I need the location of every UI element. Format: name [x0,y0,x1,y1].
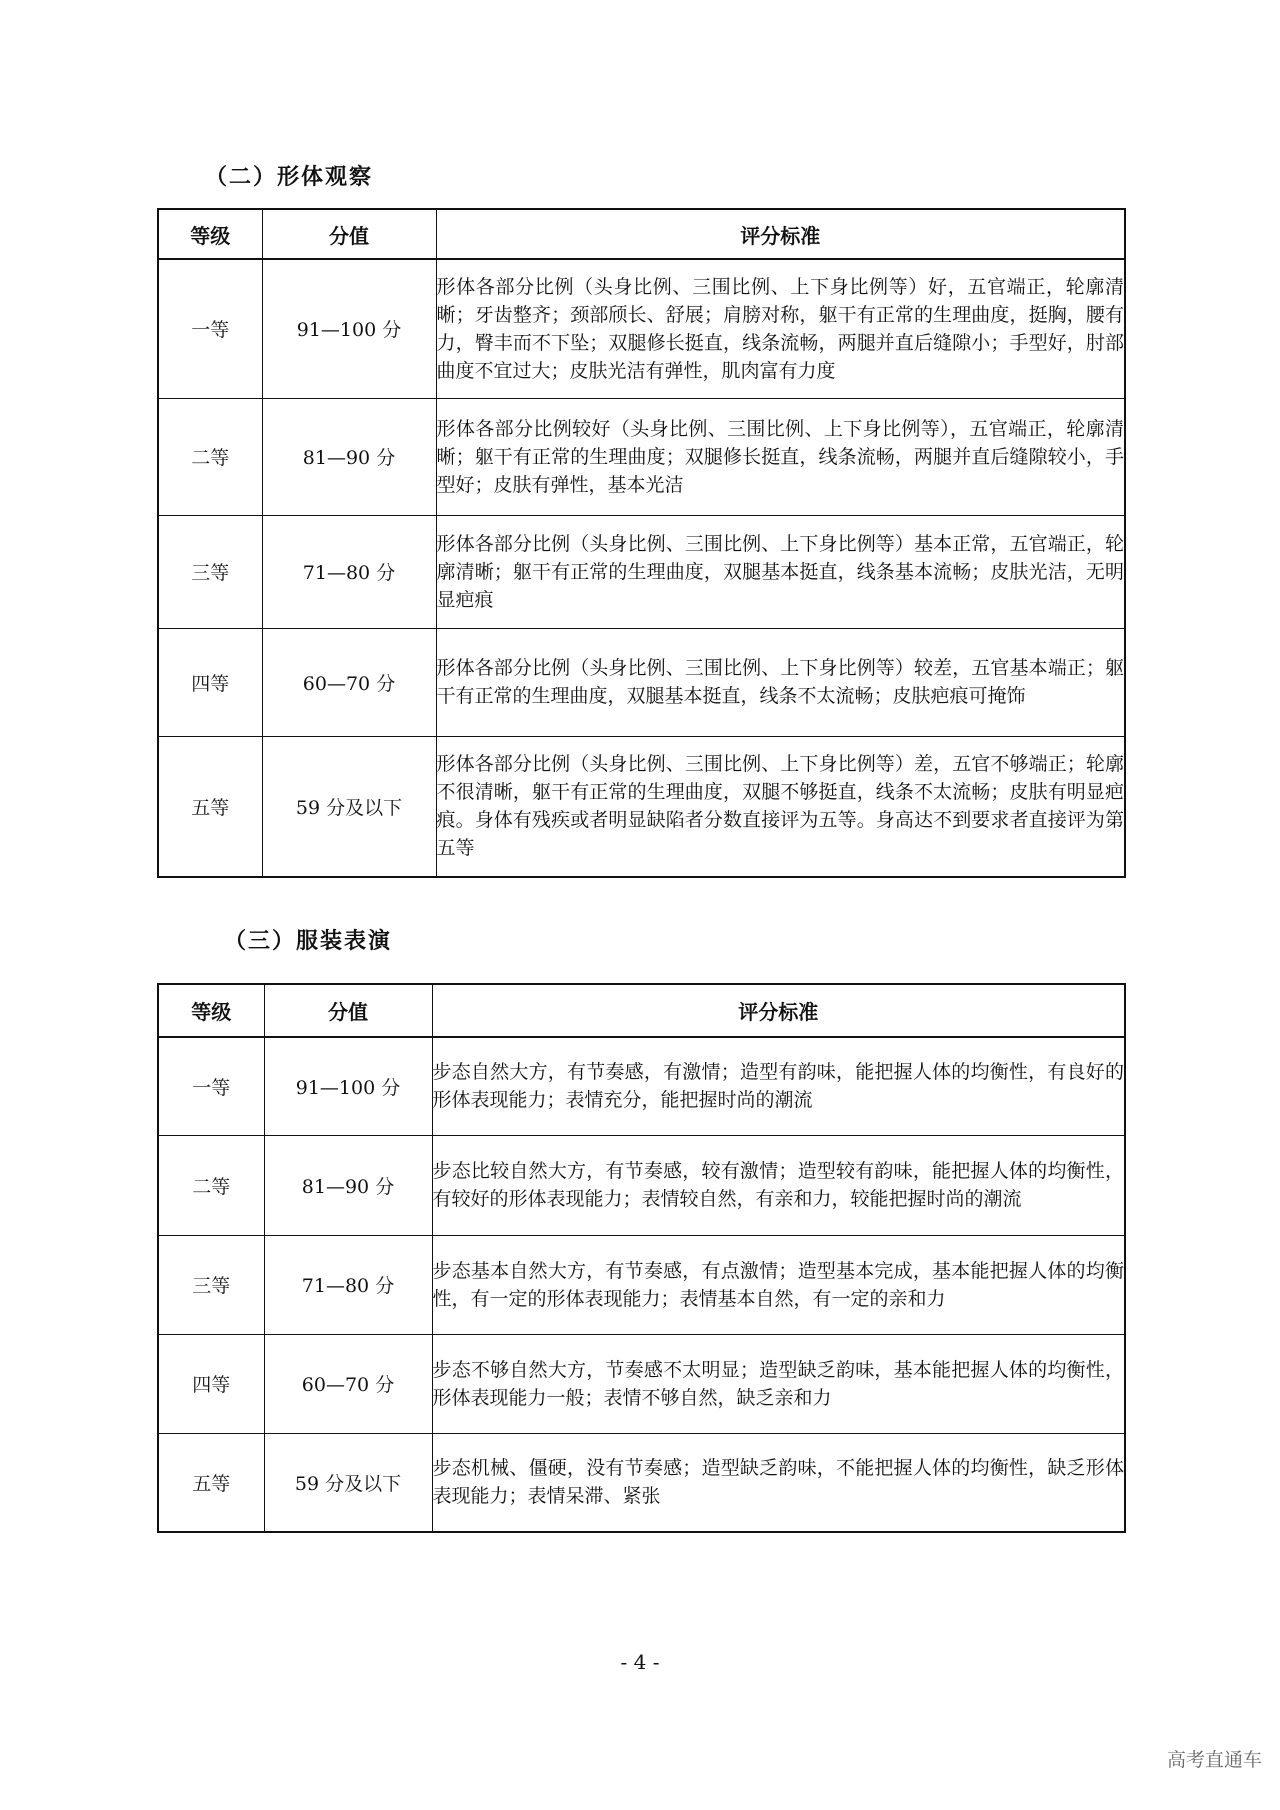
score-cell: 81—90 分 [264,1135,432,1235]
level-cell: 一等 [158,259,262,398]
fashion-performance-table [157,983,1126,1533]
criteria-cell: 形体各部分比例较好（头身比例、三围比例、上下身比例等），五官端正，轮廓清晰；躯干有正常的生理曲度；双腿修长挺直，线条流畅，两腿并直后缝隙较小，手型好；皮肤有弹性，基本光洁 [436,398,1125,515]
criteria-cell: 步态机械、僵硬，没有节奏感；造型缺乏韵味，不能把握人体的均衡性，缺乏形体表现能力；表情呆滞、紧张 [432,1433,1125,1532]
table-row [158,628,1125,736]
table-row [158,1135,1125,1235]
level-cell: 一等 [158,1037,264,1135]
score-cell: 71—80 分 [264,1235,432,1334]
table-row [158,1433,1125,1532]
body-observation-table [157,208,1126,878]
level-cell: 五等 [158,736,262,877]
table-row [158,398,1125,515]
watermark: 高考直通车 [1166,1749,1262,1771]
criteria-cell: 步态不够自然大方，节奏感不太明显；造型缺乏韵味，基本能把握人体的均衡性，形体表现能力一般；表情不够自然，缺乏亲和力 [432,1334,1125,1433]
score-cell: 81—90 分 [262,398,436,515]
table-row [158,515,1125,628]
page-number: - 4 - [620,1650,660,1674]
criteria-cell: 步态自然大方，有节奏感，有激情；造型有韵味，能把握人体的均衡性，有良好的形体表现能力；表情充分，能把握时尚的潮流 [432,1037,1125,1135]
section-title-body-observation: （二）形体观察 [205,164,374,190]
table-row [158,1235,1125,1334]
table-row [158,736,1125,877]
header-criteria: 评分标准 [432,984,1125,1037]
criteria-cell: 步态比较自然大方，有节奏感，较有激情；造型较有韵味，能把握人体的均衡性，有较好的形体表现能力；表情较自然，有亲和力，较能把握时尚的潮流 [432,1135,1125,1235]
table-header-row [158,984,1125,1037]
table-row [158,1037,1125,1135]
criteria-cell: 步态基本自然大方，有节奏感，有点激情；造型基本完成，基本能把握人体的均衡性，有一定的形体表现能力；表情基本自然，有一定的亲和力 [432,1235,1125,1334]
header-criteria: 评分标准 [436,209,1125,259]
score-cell: 60—70 分 [262,628,436,736]
header-level: 等级 [158,209,262,259]
score-cell: 59 分及以下 [262,736,436,877]
level-cell: 二等 [158,1135,264,1235]
header-level: 等级 [158,984,264,1037]
section-title-fashion-performance: （三）服装表演 [224,928,393,954]
table-row [158,259,1125,398]
criteria-cell: 形体各部分比例（头身比例、三围比例、上下身比例等）较差，五官基本端正；躯干有正常的生理曲度，双腿基本挺直，线条不太流畅；皮肤疤痕可掩饰 [436,628,1125,736]
criteria-cell: 形体各部分比例（头身比例、三围比例、上下身比例等）差，五官不够端正；轮廓不很清晰，躯干有正常的生理曲度，双腿不够挺直，线条不太流畅；皮肤有明显疤痕。身体有残疾或者明显缺陷者分数直接评为五等。身高达不到要求者直接评为第五等 [436,736,1125,877]
criteria-cell: 形体各部分比例（头身比例、三围比例、上下身比例等）基本正常，五官端正，轮廓清晰；躯干有正常的生理曲度，双腿基本挺直，线条基本流畅；皮肤光洁，无明显疤痕 [436,515,1125,628]
score-cell: 91—100 分 [262,259,436,398]
criteria-cell: 形体各部分比例（头身比例、三围比例、上下身比例等）好，五官端正，轮廓清晰；牙齿整齐；颈部颀长、舒展；肩膀对称，躯干有正常的生理曲度，挺胸，腰有力，臀丰而不下坠；双腿修长挺直，线条流畅，两腿并直后缝隙小；手型好，肘部曲度不宜过大；皮肤光洁有弹性，肌肉富有力度 [436,259,1125,398]
score-cell: 91—100 分 [264,1037,432,1135]
header-score: 分值 [264,984,432,1037]
header-score: 分值 [262,209,436,259]
score-cell: 60—70 分 [264,1334,432,1433]
table-header-row [158,209,1125,259]
level-cell: 五等 [158,1433,264,1532]
level-cell: 二等 [158,398,262,515]
score-cell: 71—80 分 [262,515,436,628]
level-cell: 四等 [158,1334,264,1433]
level-cell: 三等 [158,1235,264,1334]
level-cell: 四等 [158,628,262,736]
score-cell: 59 分及以下 [264,1433,432,1532]
table-row [158,1334,1125,1433]
level-cell: 三等 [158,515,262,628]
